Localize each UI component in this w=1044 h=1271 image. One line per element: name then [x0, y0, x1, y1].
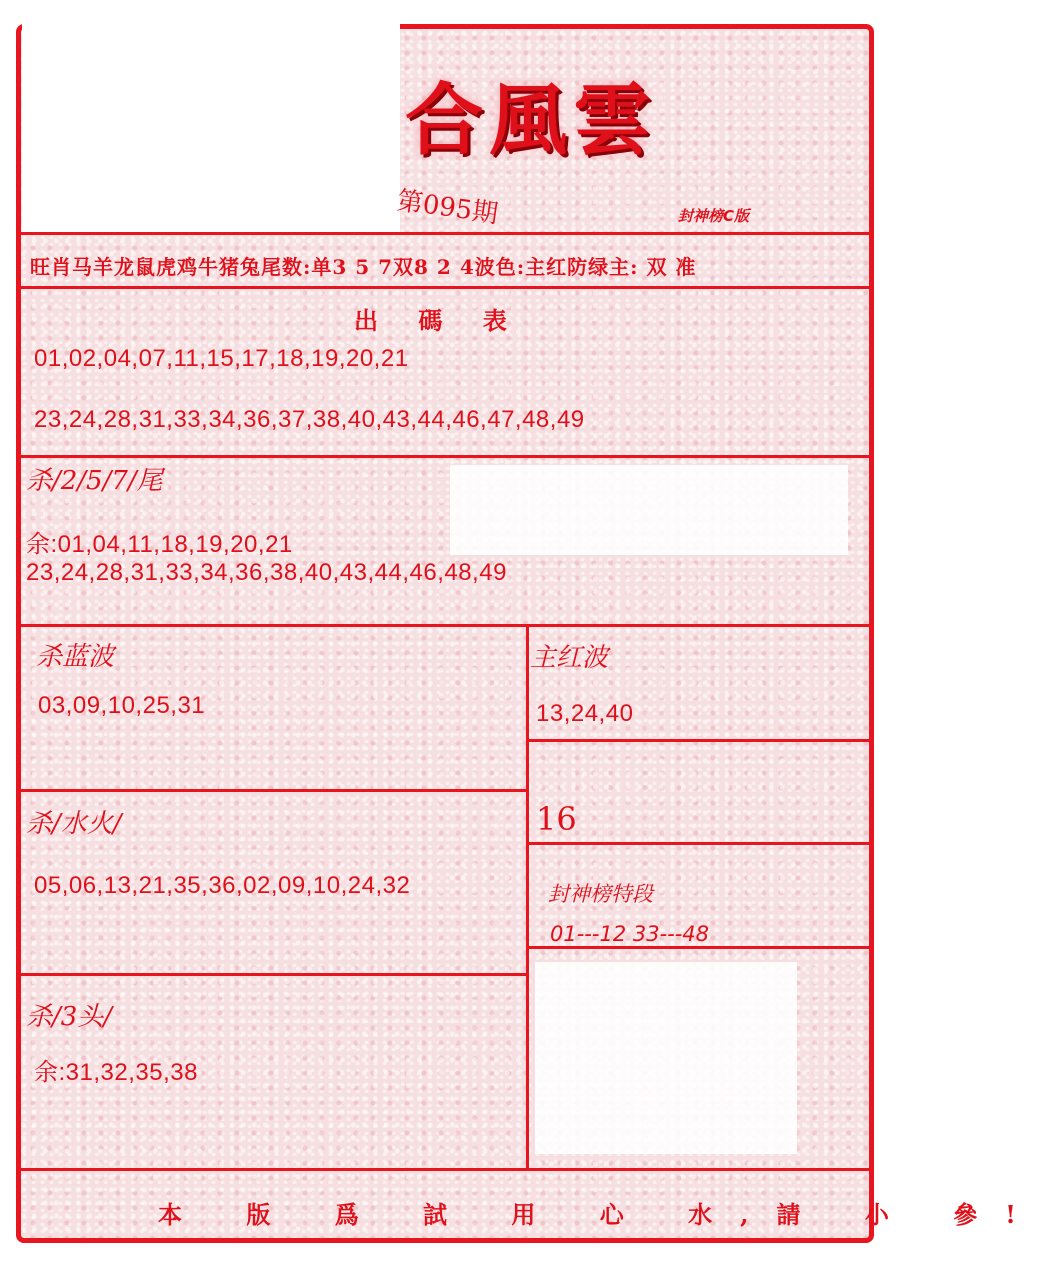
- single-number: 16: [536, 800, 577, 838]
- divider: [528, 946, 869, 949]
- code-table-line-2: 23,24,28,31,33,34,36,37,38,40,43,44,46,47,48,49: [34, 406, 585, 433]
- divider: [21, 286, 869, 289]
- divider: [21, 232, 869, 235]
- kill-water-fire-values: 05,06,13,21,35,36,02,09,10,24,32: [34, 872, 411, 899]
- divider: [21, 789, 528, 792]
- code-table-title: 出 碼 表: [354, 306, 523, 335]
- divider: [21, 624, 869, 627]
- divider: [21, 455, 869, 458]
- main-red-values: 13,24,40: [536, 700, 634, 727]
- special-section-values: 01---12 33---48: [550, 922, 710, 946]
- code-table-line-1: 01,02,04,07,11,15,17,18,19,20,21: [34, 345, 409, 372]
- kill-tail-label: 杀/2/5/7/尾: [26, 466, 163, 496]
- edition-label: 封神榜C版: [678, 207, 750, 225]
- issue-number: 第095期: [394, 185, 500, 230]
- column-divider: [526, 624, 529, 1170]
- logo-title: 合風雲: [405, 75, 658, 166]
- header-blank-panel: [22, 24, 400, 232]
- footer-note: 本 版 爲 試 用 心 水,請 小 參!: [158, 1200, 1044, 1229]
- kill-head-label: 杀/3头/: [26, 1002, 113, 1032]
- blank-panel: [535, 962, 797, 1154]
- divider: [21, 973, 528, 976]
- kill-blue-values: 03,09,10,25,31: [38, 692, 206, 719]
- divider: [528, 739, 869, 742]
- special-section-label: 封神榜特段: [548, 882, 653, 906]
- kill-tail-line-1: 余:01,04,11,18,19,20,21: [26, 531, 293, 558]
- main-red-label: 主红波: [530, 643, 609, 673]
- info-bar: 旺肖马羊龙鼠虎鸡牛猪兔尾数:单3 5 7双8 2 4波色:主红防绿主: 双 准: [30, 255, 697, 279]
- divider: [528, 842, 869, 845]
- kill-blue-label: 杀蓝波: [36, 642, 115, 672]
- divider: [21, 1168, 869, 1171]
- blank-panel: [450, 465, 848, 555]
- kill-head-values: 余:31,32,35,38: [34, 1059, 198, 1086]
- kill-water-fire-label: 杀/水火/: [26, 809, 122, 839]
- kill-tail-line-2: 23,24,28,31,33,34,36,38,40,43,44,46,48,49: [26, 559, 507, 586]
